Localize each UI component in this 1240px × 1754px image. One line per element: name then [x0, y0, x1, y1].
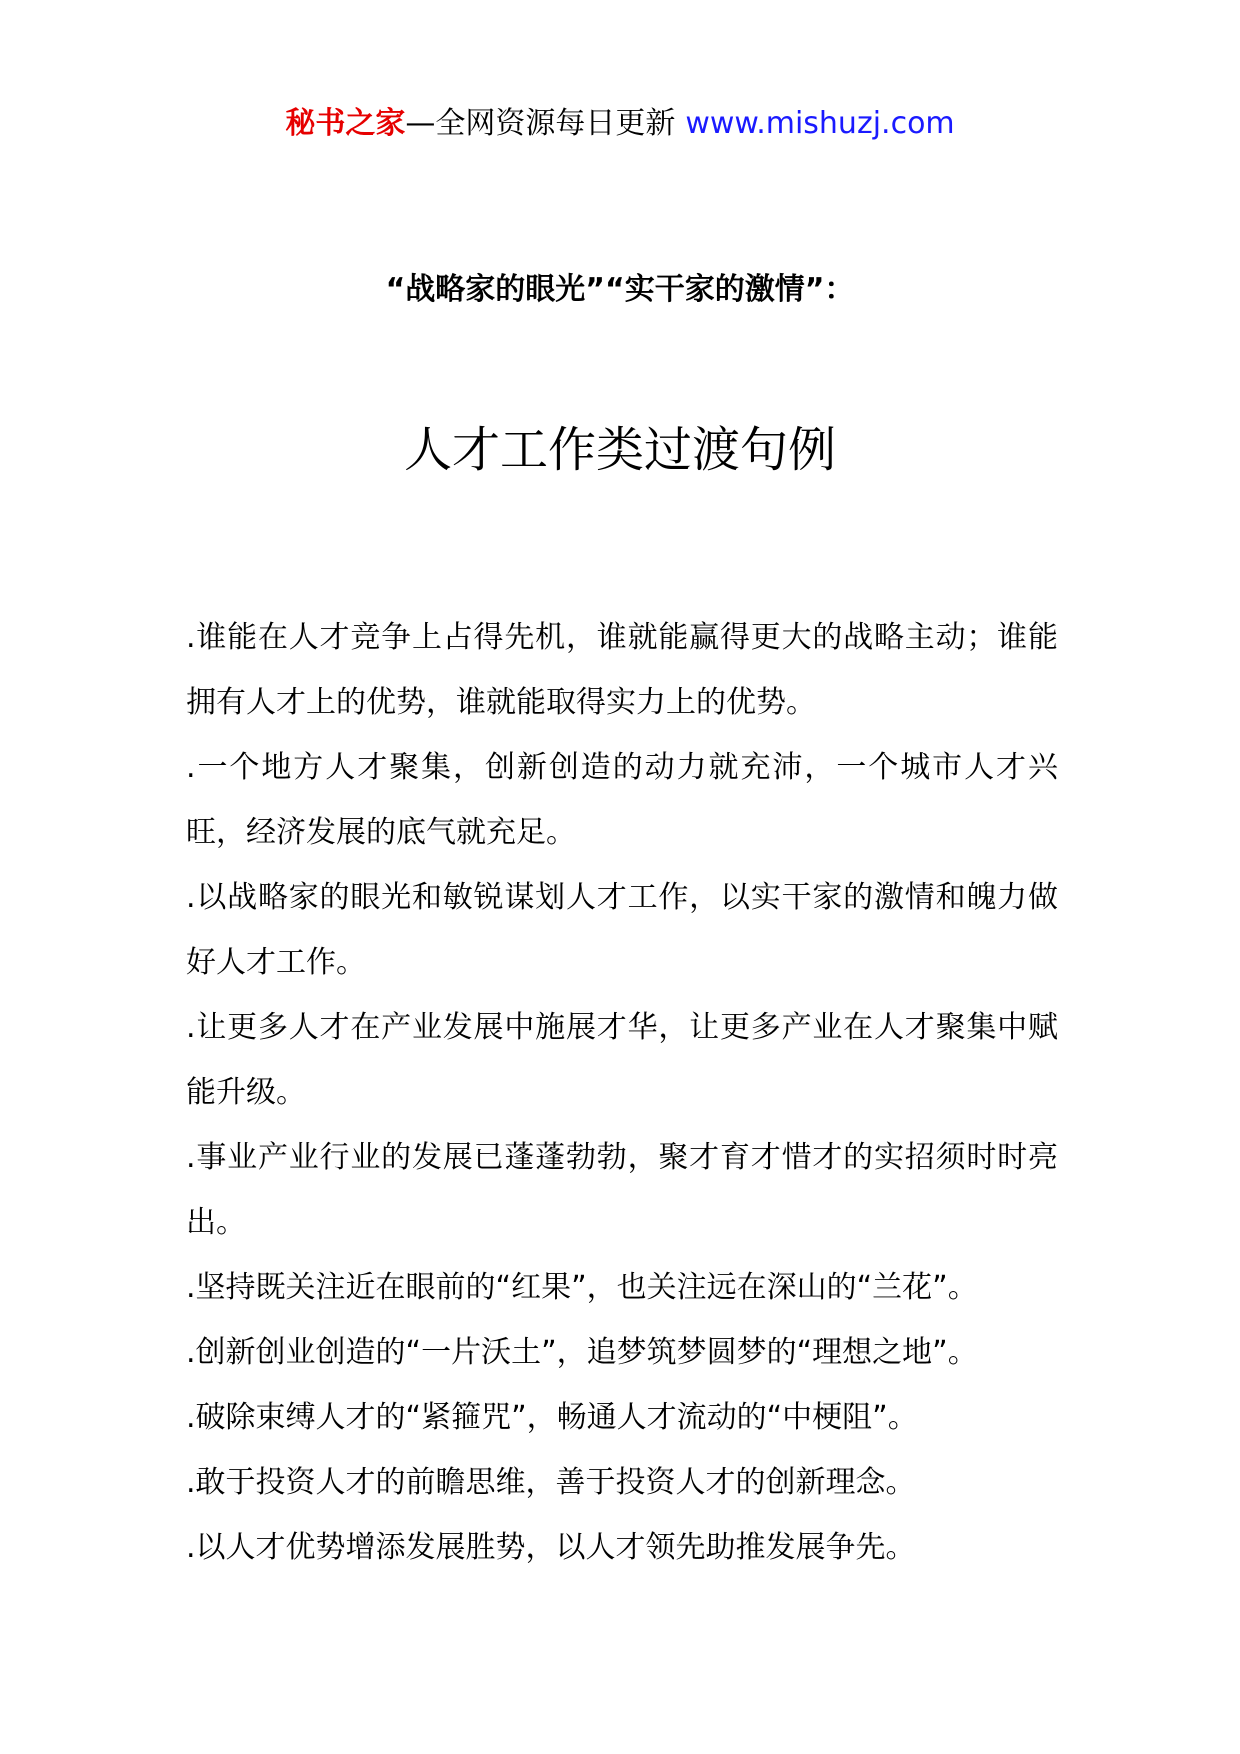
- paragraph: .一个地方人才聚集，创新创造的动力就充沛，一个城市人才兴旺，经济发展的底气就充足。: [186, 750, 1058, 850]
- paragraph: .破除束缚人才的“紧箍咒”，畅通人才流动的“中梗阻”。: [186, 1400, 918, 1435]
- site-url-link[interactable]: www.mishuzj.com: [685, 106, 955, 141]
- paragraph: .以战略家的眼光和敏锐谋划人才工作，以实干家的激情和魄力做好人才工作。: [186, 880, 1058, 980]
- paragraph: .谁能在人才竞争上占得先机，谁就能赢得更大的战略主动；谁能拥有人才上的优势，谁就能取得实力上的优势。: [186, 620, 1058, 720]
- paragraph: .创新创业创造的“一片沃土”，追梦筑梦圆梦的“理想之地”。: [186, 1335, 978, 1370]
- site-header: [0, 100, 1240, 148]
- paragraph: .让更多人才在产业发展中施展才华，让更多产业在人才聚集中赋能升级。: [186, 1010, 1058, 1110]
- paragraph: .敢于投资人才的前瞻思维，善于投资人才的创新理念。: [186, 1465, 916, 1500]
- paragraph: .事业产业行业的发展已蓬蓬勃勃，聚才育才惜才的实招须时时亮出。: [186, 1140, 1058, 1240]
- paragraph: .以人才优势增添发展胜势，以人才领先助推发展争先。: [186, 1530, 916, 1565]
- header-slogan: —全网资源每日更新: [405, 106, 676, 141]
- document-subtitle: “战略家的眼光”“实干家的激情”：: [385, 272, 855, 307]
- document-title: 人才工作类过渡句例: [403, 422, 836, 478]
- paragraph: .坚持既关注近在眼前的“红果”，也关注远在深山的“兰花”。: [186, 1270, 978, 1305]
- brand-name: 秘书之家: [285, 106, 406, 141]
- document-body: [186, 605, 1058, 1580]
